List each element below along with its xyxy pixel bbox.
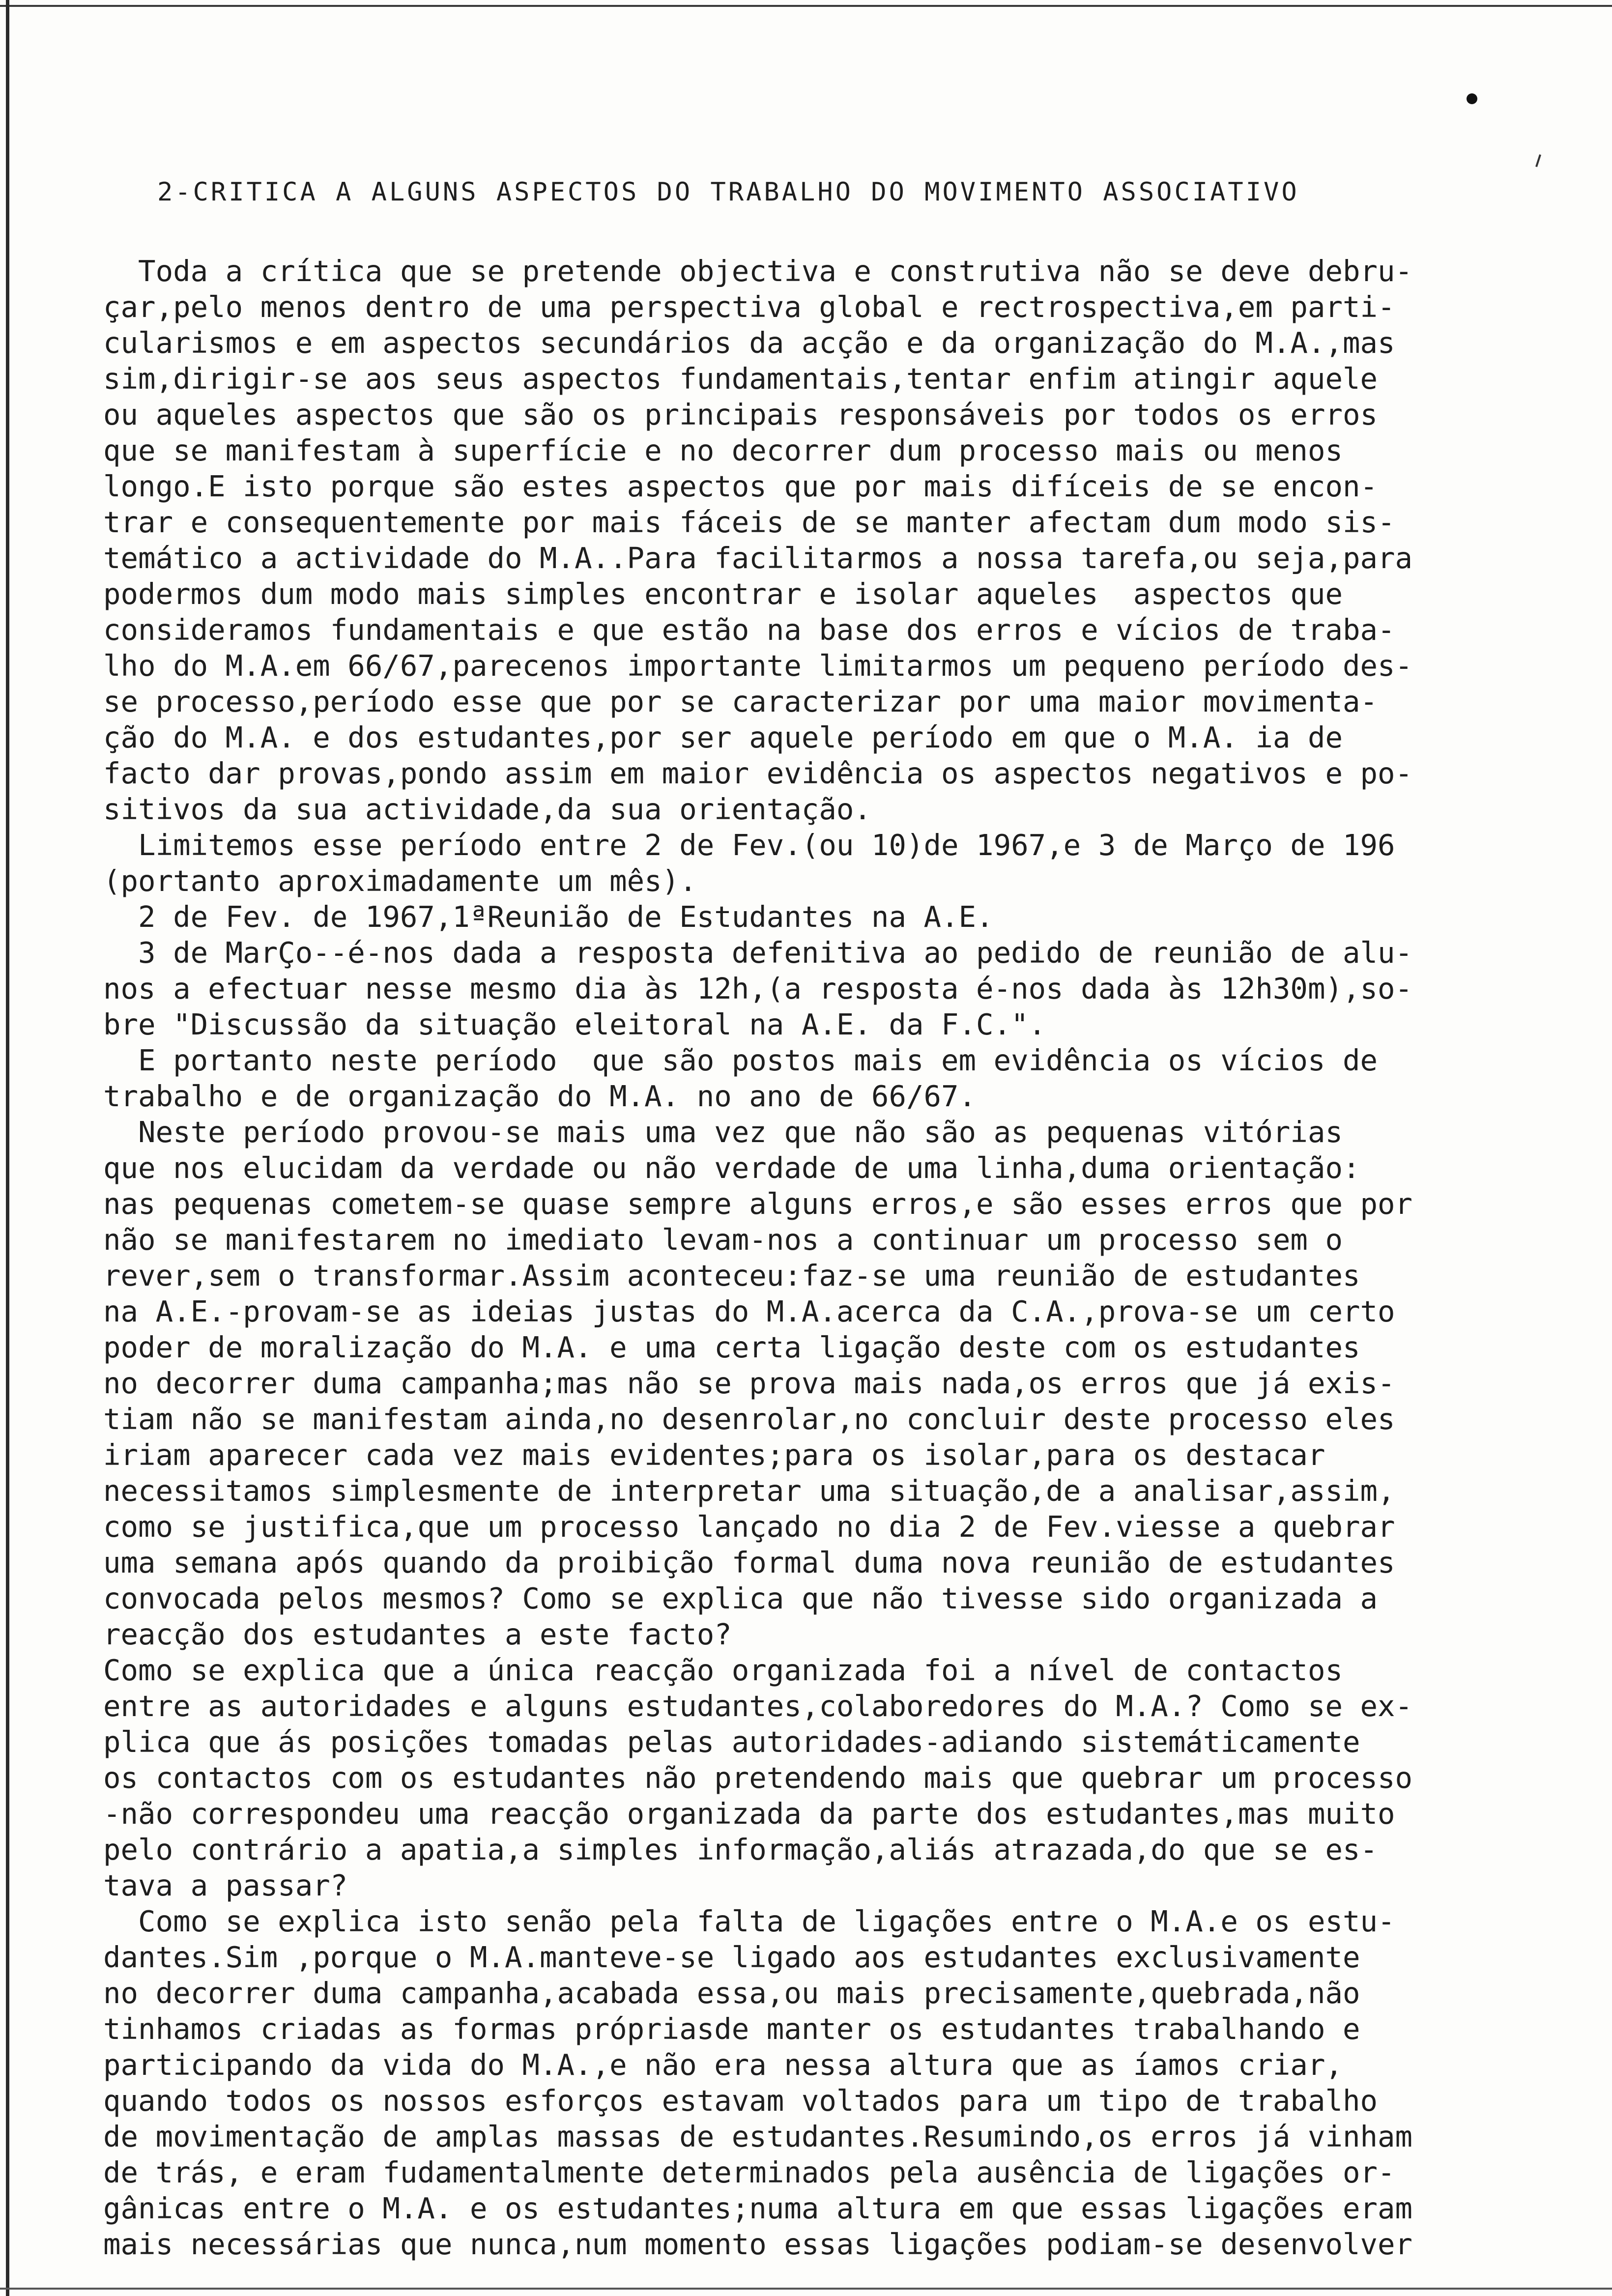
text-line: na A.E.-provam-se as ideias justas do M.A.acerca da C.A.,prova-se um certo (103, 1294, 1395, 1328)
page-left-edge (6, 0, 9, 2296)
text-line: os contactos com os estudantes não pretendendo mais que quebrar um processo (103, 1761, 1413, 1795)
text-line: çar,pelo menos dentro de uma perspectiva global e rectrospectiva,em parti- (103, 290, 1395, 324)
text-line: 2 de Fev. de 1967,1ªReunião de Estudantes na A.E. (103, 900, 994, 934)
text-line: sim,dirigir-se aos seus aspectos fundamentais,tentar enfim atingir aquele (103, 362, 1378, 396)
text-line: Limitemos esse período entre 2 de Fev.(ou 10)de 1967,e 3 de Março de 196 (103, 828, 1395, 862)
text-line: convocada pelos mesmos? Como se explica que não tivesse sido organizada a (103, 1581, 1378, 1615)
ink-tick-mark (1535, 154, 1541, 167)
text-line: trar e consequentemente por mais fáceis de se manter afectam dum modo sis- (103, 505, 1395, 539)
text-line: Como se explica isto senão pela falta de ligações entre o M.A.e os estu- (103, 1904, 1395, 1938)
text-line: bre "Discussão da situação eleitoral na A.E. da F.C.". (103, 1007, 1046, 1041)
text-line: pelo contrário a apatia,a simples informação,aliás atrazada,do que se es- (103, 1833, 1378, 1866)
text-line: de trás, e eram fudamentalmente determinados pela ausência de ligações or- (103, 2155, 1395, 2189)
text-line: E portanto neste período que são postos mais em evidência os vícios de (103, 1043, 1378, 1077)
text-line: de movimentação de amplas massas de estudantes.Resumindo,os erros já vinham (103, 2120, 1413, 2153)
text-line: plica que ás posições tomadas pelas autoridades-adiando sistemáticamente (103, 1725, 1360, 1759)
text-line: quando todos os nossos esforços estavam voltados para um tipo de trabalho (103, 2084, 1378, 2118)
text-line: nos a efectuar nesse mesmo dia às 12h,(a resposta é-nos dada às 12h30m),so- (103, 972, 1413, 1005)
text-line: que se manifestam à superfície e no decorrer dum processo mais ou menos (103, 433, 1343, 467)
text-line: tava a passar? (103, 1868, 348, 1902)
text-line: uma semana após quando da proibição formal duma nova reunião de estudantes (103, 1546, 1395, 1579)
text-line: -não correspondeu uma reacção organizada da parte dos estudantes,mas muito (103, 1797, 1395, 1831)
text-line: consideramos fundamentais e que estão na base dos erros e vícios de traba- (103, 613, 1395, 647)
text-line: não se manifestarem no imediato levam-nos a continuar um processo sem o (103, 1223, 1343, 1257)
page-top-edge (0, 5, 1612, 7)
section-title: 2-CRITICA A ALGUNS ASPECTOS DO TRABALHO DO MOVIMENTO ASSOCIATIVO (157, 177, 1299, 207)
text-line: ou aqueles aspectos que são os principais responsáveis por todos os erros (103, 398, 1378, 431)
text-line: reacção dos estudantes a este facto? (103, 1617, 732, 1651)
text-line: tinhamos criadas as formas própriasde manter os estudantes trabalhando e (103, 2012, 1360, 2046)
text-line: podermos dum modo mais simples encontrar e isolar aqueles aspectos que (103, 577, 1343, 611)
text-line: mais necessárias que nunca,num momento essas ligações podiam-se desenvolver (103, 2227, 1413, 2261)
text-line: ção do M.A. e dos estudantes,por ser aquele período em que o M.A. ia de (103, 720, 1343, 754)
text-line: no decorrer duma campanha;mas não se prova mais nada,os erros que já exis- (103, 1366, 1395, 1400)
text-line: entre as autoridades e alguns estudantes,colaboredores do M.A.? Como se ex- (103, 1689, 1413, 1723)
text-line: como se justifica,que um processo lançado no dia 2 de Fev.viesse a quebrar (103, 1510, 1395, 1544)
text-line: participando da vida do M.A.,e não era nessa altura que as íamos criar, (103, 2048, 1343, 2082)
text-line: longo.E isto porque são estes aspectos que por mais difíceis de se encon- (103, 469, 1378, 503)
text-line: nas pequenas cometem-se quase sempre alguns erros,e são esses erros que por (103, 1187, 1413, 1221)
document-body (103, 253, 1578, 2262)
text-line: se processo,período esse que por se caracterizar por uma maior movimenta- (103, 685, 1378, 718)
text-line: necessitamos simplesmente de interpretar uma situação,de a analisar,assim, (103, 1474, 1395, 1508)
text-line: Toda a crítica que se pretende objectiva e construtiva não se deve debru- (103, 254, 1413, 288)
text-line: temático a actividade do M.A..Para facilitarmos a nossa tarefa,ou seja,para (103, 541, 1413, 575)
text-line: iriam aparecer cada vez mais evidentes;para os isolar,para os destacar (103, 1438, 1325, 1472)
text-line: Como se explica que a única reacção organizada foi a nível de contactos (103, 1653, 1343, 1687)
text-line: dantes.Sim ,porque o M.A.manteve-se ligado aos estudantes exclusivamente (103, 1940, 1360, 1974)
text-line: 3 de MarÇo--é-nos dada a resposta defenitiva ao pedido de reunião de alu- (103, 936, 1413, 970)
text-line: facto dar provas,pondo assim em maior evidência os aspectos negativos e po- (103, 756, 1413, 790)
text-line: gânicas entre o M.A. e os estudantes;numa altura em que essas ligações eram (103, 2191, 1413, 2225)
text-line: lho do M.A.em 66/67,parecenos importante limitarmos um pequeno período des- (103, 649, 1413, 683)
text-line: (portanto aproximadamente um mês). (103, 864, 697, 898)
text-line: Neste período provou-se mais uma vez que não são as pequenas vitórias (103, 1115, 1343, 1149)
page-bottom-edge (0, 2288, 1612, 2290)
text-line: trabalho e de organização do M.A. no ano de 66/67. (103, 1079, 977, 1113)
ink-dot-mark (1467, 93, 1477, 104)
text-line: no decorrer duma campanha,acabada essa,ou mais precisamente,quebrada,não (103, 1976, 1360, 2010)
text-line: rever,sem o transformar.Assim aconteceu:faz-se uma reunião de estudantes (103, 1259, 1360, 1292)
text-line: cularismos e em aspectos secundários da acção e da organização do M.A.,mas (103, 326, 1395, 360)
text-line: tiam não se manifestam ainda,no desenrolar,no concluir deste processo eles (103, 1402, 1395, 1436)
text-line: sitivos da sua actividade,da sua orientação. (103, 792, 871, 826)
text-line: que nos elucidam da verdade ou não verdade de uma linha,duma orientação: (103, 1151, 1360, 1185)
text-line: poder de moralização do M.A. e uma certa ligação deste com os estudantes (103, 1330, 1360, 1364)
